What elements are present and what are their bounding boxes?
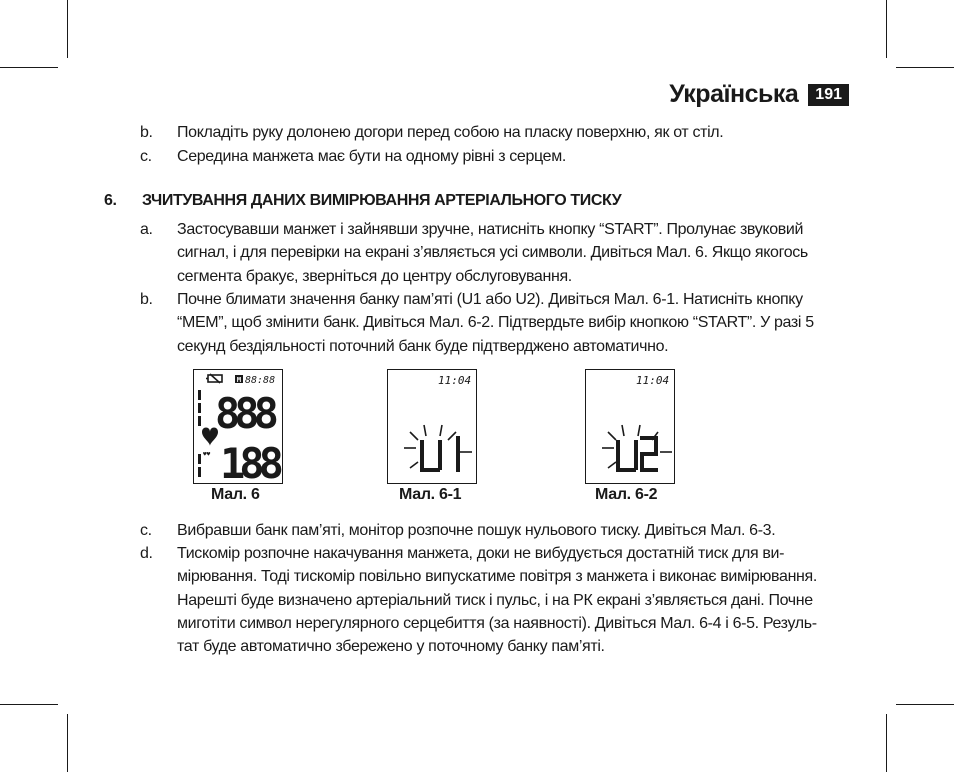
- lcd-user-digits: [616, 436, 658, 472]
- lcd-time: 11:04: [636, 374, 670, 387]
- lcd-all-segments-figure: [193, 369, 283, 484]
- list-marker: c.: [140, 522, 152, 539]
- figure-caption: Мал. 6-1: [399, 486, 462, 503]
- list-text-line: миготіти символ нерегулярного серцебиття (за наявності). Дивіться Мал. 6-4 і 6-5. Резуль-: [177, 614, 817, 632]
- lcd-user-digits: [420, 436, 460, 472]
- lcd-diastolic-digits: 188: [220, 439, 278, 483]
- svg-text:♥♥: ♥♥: [203, 451, 211, 458]
- list-text-line: Почне блимати значення банку пам’яті (U1 або U2). Дивіться Мал. 6-1. Натисніть кнопку: [177, 291, 803, 308]
- list-text-line: сигнал, і для перевірки на екрані з’являється усі символи. Дивіться Мал. 6. Якщо якогось: [177, 244, 808, 262]
- figure-caption: Мал. 6: [211, 486, 260, 503]
- list-text-line: сегмента бракує, зверніться до центру обслуговування.: [177, 267, 572, 285]
- crop-mark: [896, 67, 954, 68]
- page-header: [669, 80, 849, 109]
- list-marker: c.: [140, 148, 152, 165]
- list-text: Покладіть руку долонею догори перед собою на пласку поверхню, як от стіл.: [177, 124, 724, 141]
- list-text-line: Нарешті буде визначено артеріальний тиск і пульс, і на РК екрані з’являється дані. Почне: [177, 591, 813, 609]
- memory-icon-label: M: [236, 376, 242, 384]
- list-marker: b.: [140, 124, 153, 141]
- lcd-user2-figure: [585, 369, 675, 484]
- list-text-line: секунд бездіяльності поточний банк буде підтверджено автоматично.: [177, 337, 669, 355]
- section-number: 6.: [104, 192, 117, 209]
- bar-indicator: [198, 390, 201, 477]
- list-text-line: мірювання. Тоді тискомір повільно випускатиме повітря з манжета і виконає вимірювання.: [177, 568, 817, 586]
- crop-mark: [67, 714, 68, 772]
- list-text-line: Вибравши банк пам’яті, монітор розпочне пошук нульового тиску. Дивіться Мал. 6-3.: [177, 522, 776, 539]
- section-title: ЗЧИТУВАННЯ ДАНИХ ВИМІРЮВАННЯ АРТЕРІАЛЬНОГО ТИСКУ: [142, 192, 622, 209]
- crop-mark: [0, 67, 58, 68]
- list-text-line: Тискомір розпочне накачування манжета, доки не вибудується достатній тиск для ви-: [177, 545, 785, 562]
- list-marker: b.: [140, 291, 153, 308]
- section-heading: [104, 189, 621, 212]
- list-text-line: “MEM”, щоб змінити банк. Дивіться Мал. 6-2. Підтвердьте вибір кнопкою “START”. У разі 5: [177, 314, 814, 332]
- lcd-time: 11:04: [438, 374, 472, 387]
- language-title: Українська: [669, 80, 799, 108]
- crop-mark: [896, 704, 954, 705]
- list-text-line: Застосувавши манжет і зайнявши зручне, натисніть кнопку “START”. Пролунає звуковий: [177, 221, 804, 238]
- figure-caption: Мал. 6-2: [595, 486, 658, 503]
- crop-mark: [886, 714, 887, 772]
- lcd-time: 88:88: [245, 375, 276, 386]
- crop-mark: [886, 0, 887, 58]
- list-text-line: тат буде автоматично збережено у поточному банку пам’яті.: [177, 638, 605, 656]
- crop-mark: [0, 704, 58, 705]
- list-marker: a.: [140, 221, 153, 238]
- lcd-user1-figure: [387, 369, 477, 484]
- battery-icon: [206, 374, 222, 383]
- page-number: 191: [808, 84, 849, 106]
- lcd-systolic-digits: 888: [215, 389, 273, 438]
- crop-mark: [67, 0, 68, 58]
- list-text: Середина манжета має бути на одному рівні з серцем.: [177, 148, 566, 165]
- list-marker: d.: [140, 545, 153, 562]
